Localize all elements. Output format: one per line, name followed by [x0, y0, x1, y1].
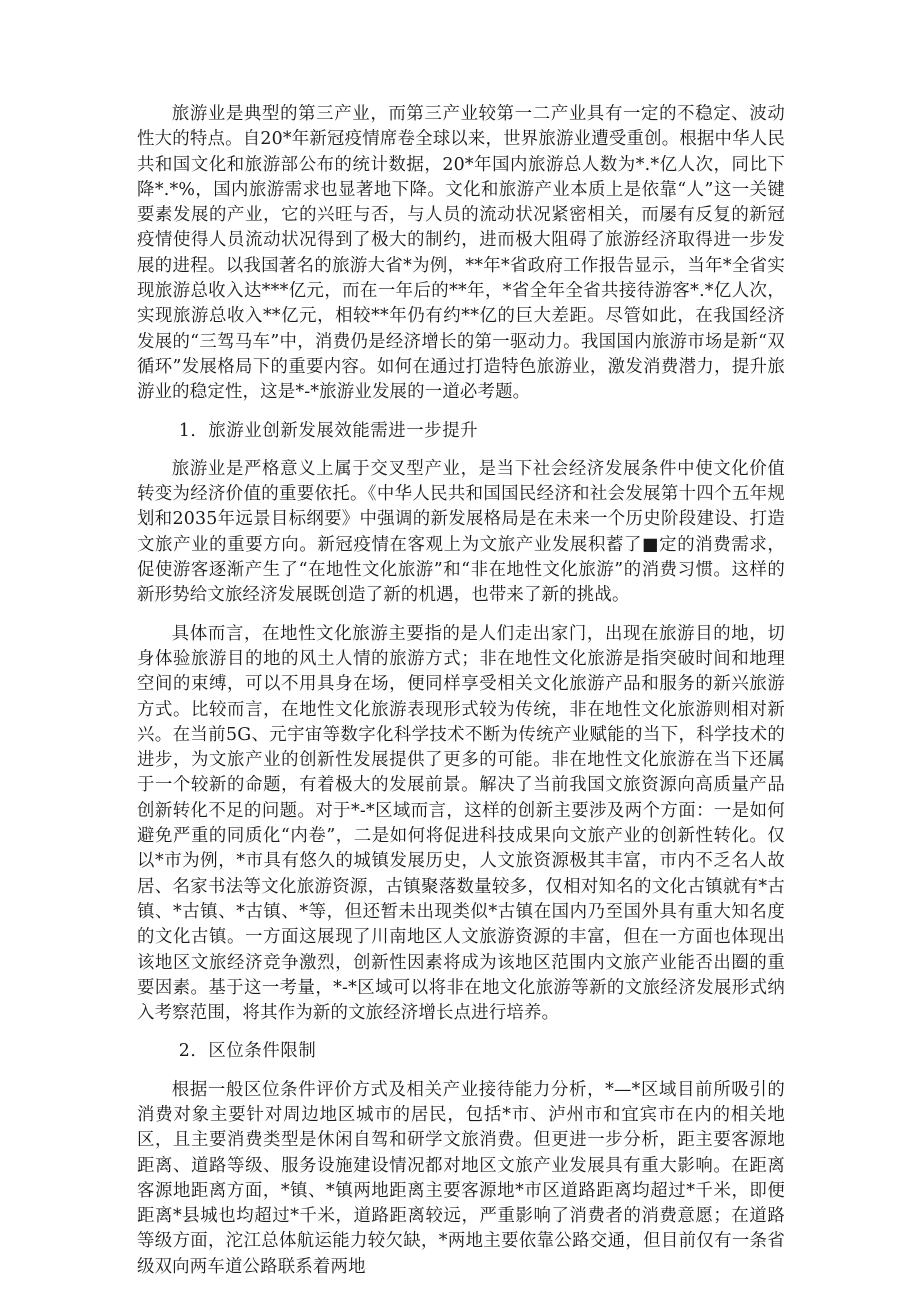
document-body	[137, 102, 785, 1280]
intro-paragraph: 旅游业是典型的第三产业，而第三产业较第一二产业具有一定的不稳定、波动性大的特点。自20*年新冠疫情席卷全球以来，世界旅游业遭受重创。根据中华人民共和国文化和旅游部公布的统计数据，20*年国内旅游总人数为*.*亿人次，同比下降*.*%，国内旅游需求也显著地下降。文化和旅游产业本质上是依靠“人”这一关键要素发展的产业，它的兴旺与否，与人员的流动状况紧密相关，而屡有反复的新冠疫情使得人员流动状况得到了极大的制约，进而极大阻碍了旅游经济取得进一步发展的进程。以我国著名的旅游大省*为例，**年*省政府工作报告显示，当年*全省实现旅游总收入达***亿元，而在一年后的**年，*省全年全省共接待游客*.*亿人次，实现旅游总收入**亿元，相较**年仍有约**亿的巨大差距。尽管如此，在我国经济发展的“三驾马车”中，消费仍是经济增长的第一驱动力。我国国内旅游市场是新“双循环”发展格局下的重要内容。如何在通过打造特色旅游业，激发消费潜力，提升旅游业的稳定性，这是*-*旅游业发展的一道必考题。	[137, 104, 785, 403]
section-heading-2: 2．区位条件限制	[178, 1041, 317, 1062]
section-1-paragraph-2: 具体而言，在地性文化旅游主要指的是人们走出家门，出现在旅游目的地，切身体验旅游目的地的风土人情的旅游方式；非在地性文化旅游是指突破时间和地理空间的束缚，可以不用具身在场，便同样享受相关文化旅游产品和服务的新兴旅游方式。比较而言，在地性文化旅游表现形式较为传统，非在地性文化旅游则相对新兴。在当前5G、元宇宙等数字化科学技术不断为传统产业赋能的当下，科学技术的进步，为文旅产业的创新性发展提供了更多的可能。非在地性文化旅游在当下还属于一个较新的命题，有着极大的发展前景。解决了当前我国文旅资源向高质量产品创新转化不足的问题。对于*-*区域而言，这样的创新主要涉及两个方面：一是如何避免严重的同质化“内卷”，二是如何将促进科技成果向文旅产业的创新性转化。仅以*市为例，*市具有悠久的城镇发展历史，人文旅资源极其丰富，市内不乏名人故居、名家书法等文化旅游资源，古镇聚落数量较多，仅相对知名的文化古镇就有*古镇、*古镇、*古镇、*等，但还暂未出现类似*古镇在国内乃至国外具有重大知名度的文化古镇。一方面这展现了川南地区人文旅游资源的丰富，但在一方面也体现出该地区文旅经济竞争激烈，创新性因素将成为该地区范围内文旅产业能否出圈的重要因素。基于这一考量，*-*区域可以将非在地文化旅游等新的文旅经济发展形式纳入考察范围，将其作为新的文旅经济增长点进行培养。	[137, 623, 785, 1024]
section-2-paragraph-1: 根据一般区位条件评价方式及相关产业接待能力分析，*—*区域目前所吸引的消费对象主要针对周边地区城市的居民，包括*市、泸州市和宜宾市在内的相关地区，且主要消费类型是休闲自驾和研学文旅消费。但更进一步分析，距主要客源地距离、道路等级、服务设施建设情况都对地区文旅产业发展具有重大影响。在距离客源地距离方面，*镇、*镇两地距离主要客源地*市区道路距离均超过*千米，即便距离*县城也均超过*千米，道路距离较远，严重影响了消费者的消费意愿；在道路等级方面，沱江总体航运能力较欠缺，*两地主要依靠公路交通，但目前仅有一条省级双向两车道公路联系着两地	[137, 1079, 785, 1277]
section-heading-1: 1．旅游业创新发展效能需进一步提升	[178, 420, 479, 441]
section-1-paragraph-1: 旅游业是严格意义上属于交叉型产业，是当下社会经济发展条件中使文化价值转变为经济价值的重要依托。《中华人民共和国国民经济和社会发展第十四个五年规划和2035年远景目标纲要》中强调的新发展格局是在未来一个历史阶段建设、打造文旅产业的重要方向。新冠疫情在客观上为文旅产业发展积蓄了■定的消费需求，促使游客逐渐产生了“在地性文化旅游”和“非在地性文化旅游”的消费习惯。这样的新形势给文旅经济发展既创造了新的机遇，也带来了新的挑战。	[137, 458, 785, 606]
